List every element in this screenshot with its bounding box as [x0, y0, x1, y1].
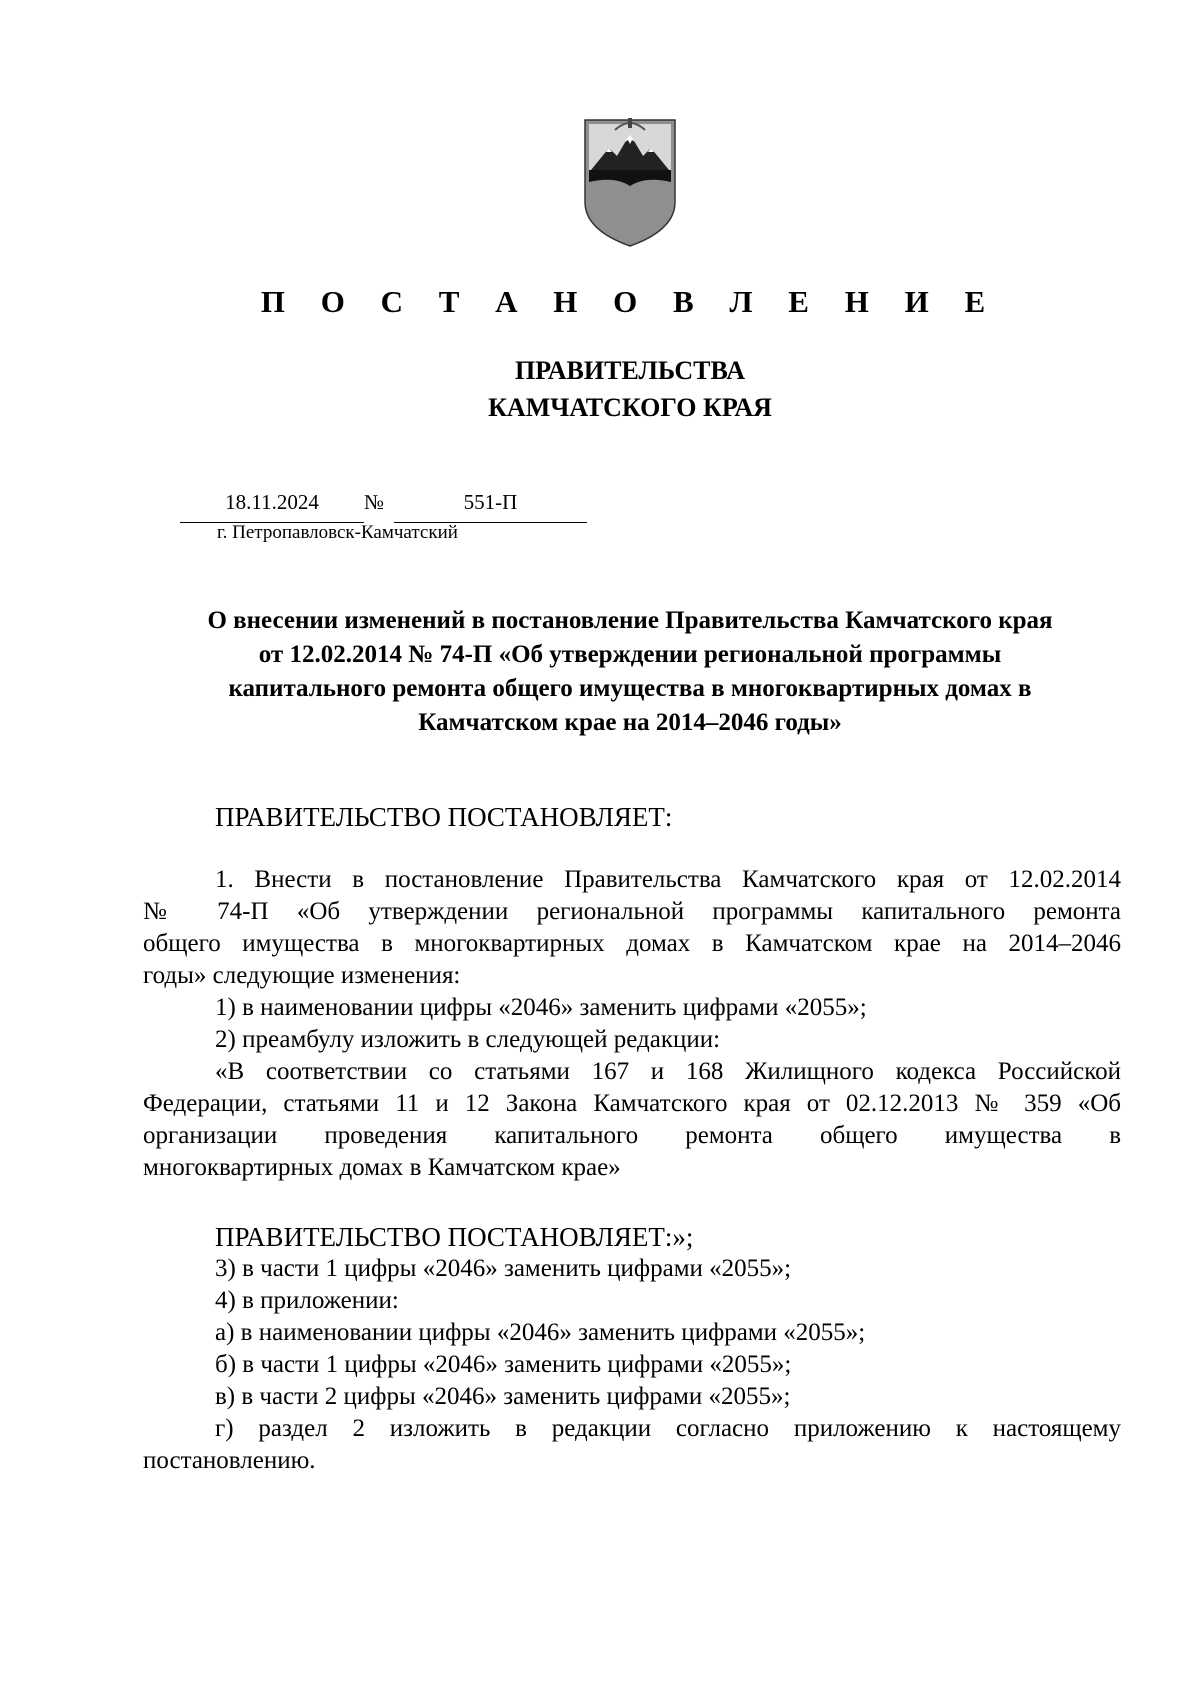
- document-title: [140, 604, 1120, 740]
- quote-line: Федерации, статьями 11 и 12 Закона Камчатского края от 02.12.2013 № 359 «Об: [143, 1090, 1121, 1117]
- quote-line: организации проведения капитального ремонта общего имущества в: [143, 1122, 1121, 1149]
- subitem-4g-line: постановлению.: [143, 1447, 316, 1474]
- document-number: 551-П: [394, 490, 587, 523]
- issuer-line: ПРАВИТЕЛЬСТВА: [515, 356, 745, 385]
- issuer-heading: [0, 352, 1200, 426]
- item1-line: общего имущества в многоквартирных домах в Камчатском крае на 2014–2046: [143, 930, 1121, 957]
- item1-line: 1. Внести в постановление Правительства Камчатского края от 12.02.2014: [215, 866, 1121, 893]
- number-sign: №: [364, 490, 385, 514]
- title-line: от 12.02.2014 № 74-П «Об утверждении региональной программы: [258, 641, 1002, 668]
- title-line: О внесении изменений в постановление Правительства Камчатского края: [207, 607, 1053, 634]
- subitem-4a: а) в наименовании цифры «2046» заменить цифрами «2055»;: [215, 1319, 866, 1346]
- decree-paragraph: [143, 801, 1121, 833]
- quoted-decree-paragraph: [143, 1221, 1121, 1253]
- decree-line: ПРАВИТЕЛЬСТВО ПОСТАНОВЛЯЕТ:: [215, 802, 673, 832]
- item1-line: годы» следующие изменения:: [143, 962, 461, 989]
- issuer-line: КАМЧАТСКОГО КРАЯ: [488, 393, 772, 422]
- subitem-4g-line: г) раздел 2 изложить в редакции согласно приложению к настоящему: [215, 1415, 1121, 1442]
- subitem-4: 4) в приложении:: [215, 1287, 399, 1314]
- title-line: Камчатском крае на 2014–2046 годы»: [418, 709, 842, 736]
- subitem-4v: в) в части 2 цифры «2046» заменить цифрами «2055»;: [215, 1383, 791, 1410]
- subitem-3: 3) в части 1 цифры «2046» заменить цифрами «2055»;: [215, 1255, 792, 1282]
- subitem-2: 2) преамбулу изложить в следующей редакции:: [215, 1026, 721, 1053]
- quote-line: многоквартирных домах в Камчатском крае»: [143, 1154, 621, 1181]
- subitem-1: 1) в наименовании цифры «2046» заменить цифрами «2055»;: [215, 994, 867, 1021]
- amendments-block: [143, 864, 1121, 1184]
- title-line: капитального ремонта общего имущества в многоквартирных домах в: [228, 675, 1032, 702]
- amendments-continued: [143, 1253, 1121, 1477]
- quoted-decree-line: ПРАВИТЕЛЬСТВО ПОСТАНОВЛЯЕТ:»;: [215, 1222, 694, 1252]
- item1-line: № 74-П «Об утверждении региональной программы капитального ремонта: [143, 898, 1121, 925]
- kamchatka-coat-of-arms-emblem: [575, 110, 685, 250]
- document-date: 18.11.2024: [180, 490, 364, 523]
- document-city: г. Петропавловск-Камчатский: [217, 522, 458, 543]
- subitem-4b: б) в части 1 цифры «2046» заменить цифрами «2055»;: [215, 1351, 792, 1378]
- document-type-heading: П О С Т А Н О В Л Е Н И Е: [260, 284, 1000, 319]
- quote-line: «В соответствии со статьями 167 и 168 Жилищного кодекса Российской: [215, 1058, 1121, 1085]
